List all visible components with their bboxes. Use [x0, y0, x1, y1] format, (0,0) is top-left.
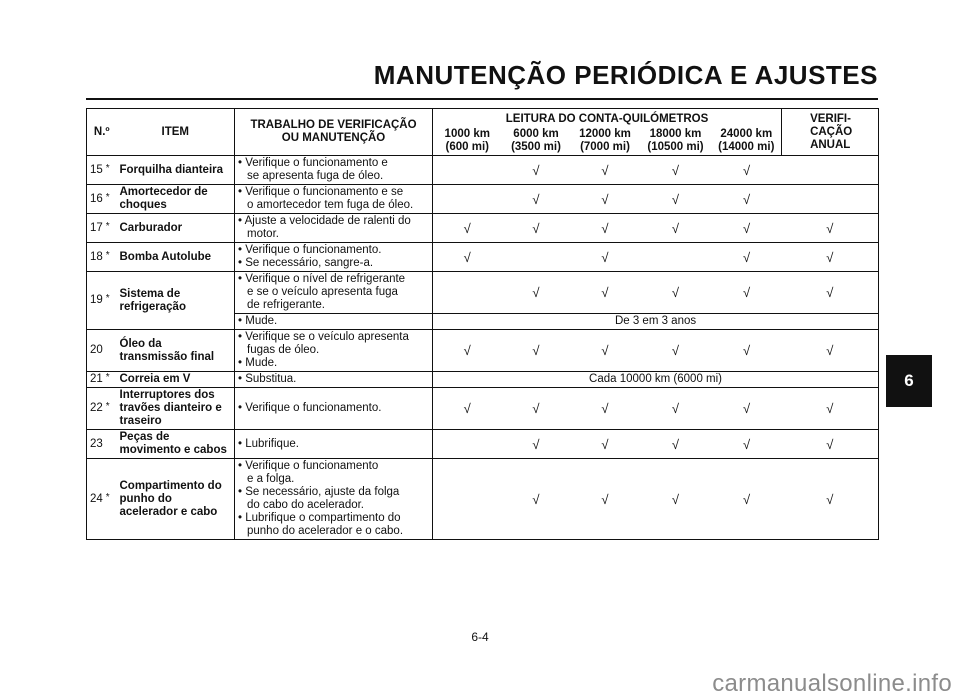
work-bullet-cont: de refrigerante. — [247, 299, 325, 311]
row-item: Correia em V — [117, 372, 235, 388]
check-mark-icon: √ — [532, 191, 540, 207]
row-item: Forquilha dianteira — [117, 156, 235, 185]
check-mark-icon: √ — [601, 162, 609, 178]
check-cell — [571, 156, 640, 185]
check-mark-icon: √ — [742, 401, 751, 416]
row-number: 21 — [90, 373, 103, 385]
check-mark-icon: √ — [532, 491, 540, 507]
header-annual-label: VERIFI-CAÇÃO ANUAL — [810, 113, 853, 151]
work-bullet-cont: o amortecedor tem fuga de óleo. — [247, 199, 414, 211]
check-cell — [502, 430, 571, 459]
check-mark-icon: √ — [601, 401, 609, 416]
annual-check-cell — [782, 330, 879, 372]
work-bullet-cont: do cabo do acelerador. — [247, 499, 365, 511]
check-mark-icon: √ — [742, 436, 751, 452]
check-mark-icon: √ — [601, 191, 609, 207]
header-no: N.º — [87, 109, 117, 156]
annual-check-cell — [782, 388, 879, 430]
table-row — [87, 243, 879, 272]
row-number-cell — [87, 272, 117, 330]
row-number: 22 — [90, 402, 103, 414]
row-number: 15 — [90, 163, 103, 176]
row-star: * — [105, 220, 110, 232]
check-mark-icon: √ — [826, 285, 834, 300]
check-cell — [502, 459, 571, 540]
check-cell — [712, 243, 782, 272]
table-body — [87, 156, 879, 540]
row-number: 23 — [90, 437, 103, 450]
check-mark-icon: √ — [742, 191, 751, 207]
check-mark-icon: √ — [671, 401, 680, 416]
work-bullet: • Verifique o nível de refrigerante — [238, 273, 429, 286]
table-row — [87, 272, 879, 314]
chapter-tab: 6 — [886, 355, 932, 407]
row-number-cell — [87, 372, 117, 388]
row-star: * — [105, 491, 110, 503]
check-mark-icon: √ — [671, 491, 680, 507]
row-number-wrap — [90, 222, 114, 235]
check-cell — [640, 459, 712, 540]
table-row — [87, 459, 879, 540]
row-work — [235, 459, 433, 540]
check-mark-icon: √ — [463, 220, 471, 236]
row-work — [235, 330, 433, 372]
watermark: carmanualsonline.info — [712, 670, 952, 697]
row-work — [235, 156, 433, 185]
row-sub-interval: De 3 em 3 anos — [433, 314, 879, 330]
page-number: 6-4 — [471, 630, 489, 644]
check-mark-icon: √ — [532, 220, 540, 236]
check-cell — [640, 388, 712, 430]
header-km-value: 1000 km — [444, 128, 490, 140]
row-number: 16 — [90, 192, 103, 205]
check-cell — [571, 330, 640, 372]
check-cell — [640, 214, 712, 243]
check-cell — [640, 272, 712, 314]
check-mark-icon: √ — [601, 249, 609, 265]
header-km-0 — [433, 127, 502, 156]
header-mi-value: (7000 mi) — [580, 141, 630, 153]
header-work: TRABALHO DE VERIFICAÇÃO OU MANUTENÇÃO — [235, 109, 433, 156]
row-sub-work — [235, 314, 433, 330]
check-cell — [502, 388, 571, 430]
check-cell — [502, 243, 571, 272]
work-bullet: • Verifique se o veículo apresenta — [238, 331, 429, 344]
row-number-cell — [87, 388, 117, 430]
row-number-cell — [87, 459, 117, 540]
check-mark-icon: √ — [671, 191, 680, 207]
row-work — [235, 214, 433, 243]
check-mark-icon: √ — [532, 343, 540, 358]
row-item: Compartimento do punho do acelerador e cabo — [117, 459, 235, 540]
work-bullet: • Ajuste a velocidade de ralenti do — [238, 215, 429, 228]
check-mark-icon: √ — [742, 162, 751, 178]
check-mark-icon: √ — [826, 401, 834, 416]
check-mark-icon: √ — [601, 220, 609, 236]
check-cell — [571, 272, 640, 314]
row-number-cell — [87, 243, 117, 272]
table-row — [87, 372, 879, 388]
check-cell — [433, 388, 502, 430]
row-number-cell — [87, 214, 117, 243]
work-bullet: • Mude. — [238, 315, 429, 328]
row-number: 19 — [90, 294, 103, 306]
check-mark-icon: √ — [463, 249, 471, 265]
check-mark-icon: √ — [463, 343, 471, 358]
header-mi-value: (3500 mi) — [511, 141, 561, 153]
check-mark-icon: √ — [826, 343, 834, 358]
row-work — [235, 243, 433, 272]
check-cell — [712, 185, 782, 214]
check-mark-icon: √ — [463, 401, 471, 416]
header-item: ITEM — [117, 109, 235, 156]
header-mi-value: (600 mi) — [445, 141, 489, 153]
check-cell — [433, 185, 502, 214]
row-work — [235, 372, 433, 388]
check-mark-icon: √ — [671, 436, 680, 452]
header-km-value: 24000 km — [720, 128, 773, 140]
check-mark-icon: √ — [671, 343, 680, 358]
check-cell — [502, 272, 571, 314]
row-item: Óleo da transmissão final — [117, 330, 235, 372]
annual-check-cell — [782, 243, 879, 272]
check-mark-icon: √ — [601, 285, 609, 300]
check-cell — [571, 430, 640, 459]
check-cell — [712, 156, 782, 185]
check-cell — [712, 388, 782, 430]
row-number: 20 — [90, 344, 103, 356]
check-mark-icon: √ — [532, 285, 540, 300]
row-number: 24 — [90, 492, 103, 505]
row-star: * — [105, 162, 110, 174]
check-mark-icon: √ — [742, 343, 751, 358]
work-bullet: • Verifique o funcionamento — [238, 460, 429, 473]
header-km-value: 12000 km — [579, 128, 631, 140]
annual-check-cell — [782, 214, 879, 243]
row-work — [235, 388, 433, 430]
row-number-wrap — [90, 344, 114, 357]
work-bullet: • Mude. — [238, 357, 429, 370]
header-odometer: LEITURA DO CONTA-QUILÓMETROS — [433, 109, 782, 128]
check-cell — [712, 459, 782, 540]
row-number: 17 — [90, 221, 103, 234]
table-row — [87, 214, 879, 243]
work-bullet-cont: motor. — [247, 228, 279, 240]
row-item: Carburador — [117, 214, 235, 243]
row-number-wrap — [90, 402, 114, 415]
check-cell — [640, 156, 712, 185]
check-cell — [640, 330, 712, 372]
check-mark-icon: √ — [742, 220, 751, 236]
check-cell — [571, 388, 640, 430]
work-bullet-cont: fugas de óleo. — [247, 344, 320, 356]
row-item: Amortecedor de choques — [117, 185, 235, 214]
header-km-4 — [712, 127, 782, 156]
check-cell — [571, 185, 640, 214]
work-bullet: • Se necessário, ajuste da folga — [238, 486, 429, 499]
row-number-wrap — [90, 193, 114, 206]
row-star: * — [105, 401, 110, 412]
table-row — [87, 330, 879, 372]
row-item: Peças de movimento e cabos — [117, 430, 235, 459]
check-cell — [433, 430, 502, 459]
table-row — [87, 156, 879, 185]
row-number-cell — [87, 430, 117, 459]
work-bullet-cont: punho do acelerador e o cabo. — [247, 525, 404, 537]
maintenance-table — [86, 108, 879, 540]
check-cell — [640, 243, 712, 272]
table-row — [87, 430, 879, 459]
row-star: * — [105, 372, 110, 383]
title-rule — [86, 98, 878, 100]
work-bullet: • Lubrifique o compartimento do — [238, 512, 429, 525]
row-number-wrap — [90, 251, 114, 264]
row-number: 18 — [90, 250, 103, 263]
annual-check-cell — [782, 272, 879, 314]
check-cell — [433, 214, 502, 243]
check-mark-icon: √ — [826, 220, 834, 236]
work-bullet: • Verifique o funcionamento. — [238, 244, 429, 257]
table-row — [87, 388, 879, 430]
row-star: * — [105, 293, 110, 304]
work-bullet-cont: e a folga. — [247, 473, 295, 485]
row-number-cell — [87, 156, 117, 185]
row-number-wrap — [90, 438, 114, 451]
check-cell — [433, 272, 502, 314]
check-cell — [433, 459, 502, 540]
check-cell — [640, 430, 712, 459]
check-mark-icon: √ — [671, 220, 680, 236]
annual-check-cell — [782, 459, 879, 540]
work-bullet: • Se necessário, sangre-a. — [238, 257, 429, 270]
work-bullet: • Lubrifique. — [238, 438, 429, 451]
row-number-wrap — [90, 373, 114, 386]
row-interval: Cada 10000 km (6000 mi) — [433, 372, 879, 388]
row-work — [235, 185, 433, 214]
check-mark-icon: √ — [826, 249, 834, 265]
maintenance-table-container — [86, 108, 878, 540]
check-cell — [502, 156, 571, 185]
check-mark-icon: √ — [742, 491, 751, 507]
check-cell — [712, 214, 782, 243]
page-title: MANUTENÇÃO PERIÓDICA E AJUSTES — [373, 60, 878, 90]
check-mark-icon: √ — [742, 285, 751, 300]
check-cell — [712, 430, 782, 459]
header-mi-value: (14000 mi) — [718, 141, 775, 153]
row-item: Interruptores dos travões dianteiro e traseiro — [117, 388, 235, 430]
table-row — [87, 185, 879, 214]
check-mark-icon: √ — [601, 436, 609, 452]
check-cell — [433, 156, 502, 185]
row-work — [235, 272, 433, 314]
row-work — [235, 430, 433, 459]
row-number-cell — [87, 330, 117, 372]
annual-check-cell — [782, 156, 879, 185]
check-mark-icon: √ — [532, 162, 540, 178]
row-number-wrap — [90, 164, 114, 177]
check-mark-icon: √ — [601, 343, 609, 358]
header-km-1 — [502, 127, 571, 156]
row-star: * — [105, 191, 110, 203]
check-mark-icon: √ — [532, 436, 540, 452]
row-number-wrap — [90, 493, 114, 506]
check-cell — [571, 214, 640, 243]
header-annual — [782, 109, 879, 156]
row-item: Bomba Autolube — [117, 243, 235, 272]
check-cell — [433, 243, 502, 272]
row-item: Sistema de refrigeração — [117, 272, 235, 330]
check-cell — [640, 185, 712, 214]
check-mark-icon: √ — [671, 162, 680, 178]
header-km-value: 18000 km — [649, 128, 702, 140]
check-cell — [712, 330, 782, 372]
check-cell — [571, 243, 640, 272]
row-number-wrap — [90, 294, 114, 307]
work-bullet: • Verifique o funcionamento e se — [238, 186, 429, 199]
row-number-cell — [87, 185, 117, 214]
header-mi-value: (10500 mi) — [647, 141, 704, 153]
check-mark-icon: √ — [742, 249, 751, 265]
header-km-2 — [571, 127, 640, 156]
check-mark-icon: √ — [826, 436, 834, 452]
header-km-3 — [640, 127, 712, 156]
work-bullet: • Substitua. — [238, 373, 429, 386]
check-cell — [433, 330, 502, 372]
work-bullet: • Verifique o funcionamento e — [238, 157, 429, 170]
check-mark-icon: √ — [671, 285, 680, 300]
work-bullet-cont: e se o veículo apresenta fuga — [247, 286, 398, 298]
check-cell — [502, 214, 571, 243]
check-mark-icon: √ — [826, 491, 834, 507]
work-bullet-cont: se apresenta fuga de óleo. — [247, 170, 384, 182]
row-star: * — [105, 249, 110, 261]
header-km-value: 6000 km — [513, 128, 559, 140]
annual-check-cell — [782, 430, 879, 459]
check-cell — [502, 330, 571, 372]
annual-check-cell — [782, 185, 879, 214]
check-mark-icon: √ — [532, 401, 540, 416]
check-cell — [502, 185, 571, 214]
work-bullet: • Verifique o funcionamento. — [238, 402, 429, 415]
check-cell — [571, 459, 640, 540]
check-mark-icon: √ — [601, 491, 609, 507]
check-cell — [712, 272, 782, 314]
